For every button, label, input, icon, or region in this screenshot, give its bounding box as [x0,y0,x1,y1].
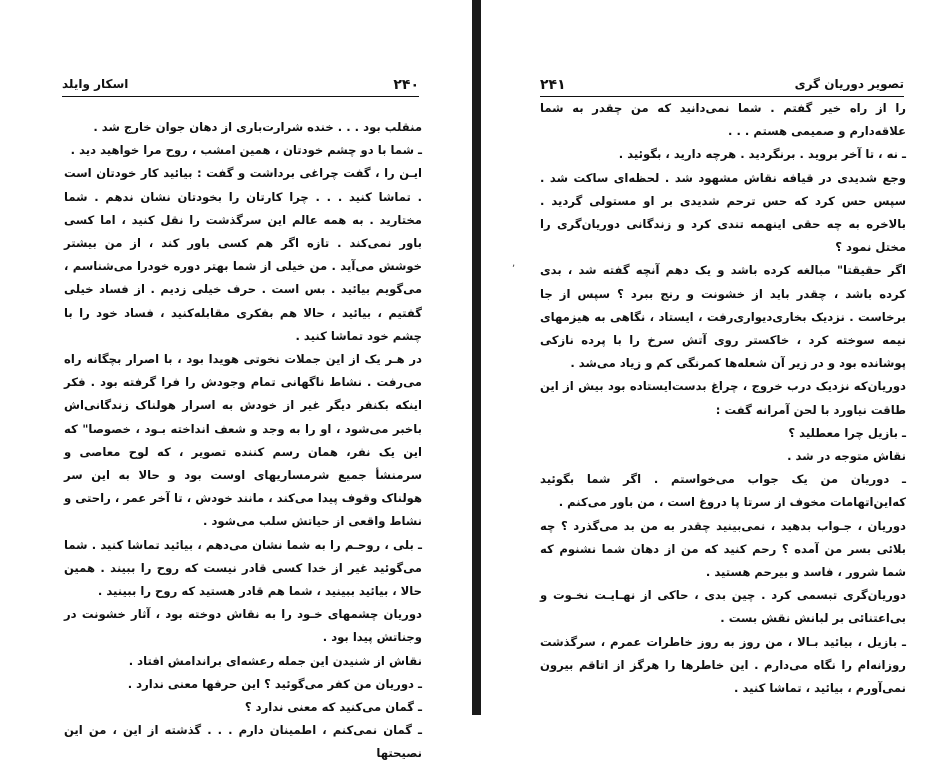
paragraph: نقاش از شنیدن این جمله رعشه‌ای براندامش افتاد . [128,653,422,668]
right-page [481,0,951,715]
right-running-title: تصویر دوریان گری [794,77,904,91]
left-page-body [64,116,422,766]
left-page-number: ۲۴۰ [393,77,419,93]
left-running-title: اسکار وایلد [62,77,129,91]
left-page-header [62,76,419,97]
paragraph: ـ گمان می‌کنید که معنی ندارد ؟ [244,700,422,715]
paragraph: ـ شما با دو چشم خودتان ، همین امشب ، روح مرا خواهید دید . [70,143,422,158]
print-mark: , [512,258,516,269]
paragraph: در هـر یک از این جملات نخوتی هویدا بود ، با اصرار بچگانه راه می‌رفت . نشاط ناگهانی تمام وجودش را فرا گرفته بود . فکر اینکه بکنفر دیگر غیر از خودش به اسرار هولناک زندگانی‌اش باخبر می‌شود ، او را به وجد و شعف انداخته بـود ، خصوصا" که این یک نفر، همان رسم کننده تصویر ، که لوح معاصی و سرمنشأ جمیع شرمساریهای اوست بود و حالا به این سر هولناک وقوف پیدا می‌کند ، مانند خودش ، تا آخر عمر ، راحتی و نشاط واقعی از حیاتش سلب می‌شود . [64,352,422,529]
paragraph: ـ بازیل چرا معطلید ؟ [788,425,906,440]
paragraph: را از راه خیر گفتم . شما نمی‌دانید که من چقدر به شما علاقه‌دارم و صمیمی هستم . . . [540,101,906,139]
paragraph: دوریان‌که نزدیک درب خروج ، چراغ بدست‌ایستاده بود بیش از این طاقت نیاورد با لحن آمرانه گفت : [540,379,906,417]
paragraph: نقاش متوجه در شد . [787,449,906,464]
paragraph: ـ بلی ، روحـم را به شما نشان می‌دهم ، بیائید تماشا کنید . شما می‌گوئید غیر از خدا کسی قادر نیست که روح را ببیند . همین حالا ، بیائید ببینید ، شما هم قادر هستید که روح را ببینید . [64,537,422,599]
paragraph: ـ دوریان من کفر می‌گوئید ؟ این حرفها معنی ندارد . [127,676,422,691]
paragraph: وجع شدیدی در قیافه نقاش مشهود شد . لحظه‌ای ساکت شد . سپس حس کرد که حس ترحم شدیدی بر او مستولی گردید . بالاخره به چه حقی اینهمه تندی کرد و زندگانی دوریان‌گری را مختل نمود ؟ [540,170,906,255]
book-gutter [472,0,481,715]
paragraph: ـ بازیل ، بیائید بـالا ، من روز به روز خاطرات عمرم ، سرگذشت روزانه‌ام را نگاه می‌دارم . این خاطرها را هرگز از اتاقم بیرون نمی‌آورم ، بیائید ، تماشا کنید . [540,634,906,696]
paragraph: ـ نه ، تا آخر بروید . برنگردید . هرچه دارید ، بگوئید . [618,147,906,162]
paragraph: ـ گمان نمی‌کنم ، اطمینان دارم . . . گذشته از این ، من این نصیحتها [64,723,422,761]
paragraph: اگر حقیقتا" مبالغه کرده باشد و یک دهم آنچه گفته شد ، بدی کرده باشد ، چقدر باید از خشونت و رنج ببرد ؟ سپس از جا برخاست . نزدیک بخاری‌دیواری‌رفت ، ایستاد ، نگاهی به هیزمهای نیمه سوخته کرد ، خاکستر روی آتش سرخ را با پرده نازکی پوشانده بود و در زیر آن شعله‌ها کمرنگی کم و زیاد می‌شد . [540,263,906,371]
right-page-header [540,76,904,97]
right-page-body [540,97,906,700]
paragraph: ـ دوریان من یک جواب می‌خواستم . اگر شما بگوئید که‌این‌اتهامات مخوف از سرتا پا دروغ است ، من باور می‌کنم . [540,472,906,510]
paragraph: دوریان چشمهای خـود را به نقاش دوخته بود ، آثار خشونت در وجناتش پیدا بود . [64,607,422,645]
paragraph: منقلب بود . . . خنده شرارت‌باری از دهان جوان خارج شد . [93,120,422,134]
left-page [0,0,472,761]
paragraph: ایـن را ، گفت چراغی برداشت و گفت : بیائید کار خودتان است . تماشا کنید . . . چرا کارتان را بخودتان نشان ندهم . شما مختارید . به همه عالم این سرگذشت را نقل کنید ، اما کسی باور نمی‌کند . تازه اگر هم کسی باور کند ، از من بیشتر خوشش می‌آید . من خیلی از شما بهتر دوره خودرا می‌شناسم ، می‌گویم بیائید . بس است . حرف خیلی زدیم . از فساد خیلی گفتیم ، بیائید ، حالا هم بفکری مقابله‌کنید ، فساد خود را با چشم خود تماشا کنید . [64,166,422,343]
paragraph: دوریان ، جـواب بدهید ، نمی‌بینید چقدر به من بد می‌گذرد ؟ چه بلائی بسر من آمده ؟ رحم کنید که من از دهان شما نشنوم که شما شرور ، فاسد و بیرحم هستید . [540,518,906,580]
right-page-number: ۲۴۱ [540,77,566,93]
paragraph: دوریان‌گری تبسمی کرد . چین بدی ، حاکی از نهـایـت نخـوت و بی‌اعتنائی بر لبانش نقش بست . [540,588,906,626]
